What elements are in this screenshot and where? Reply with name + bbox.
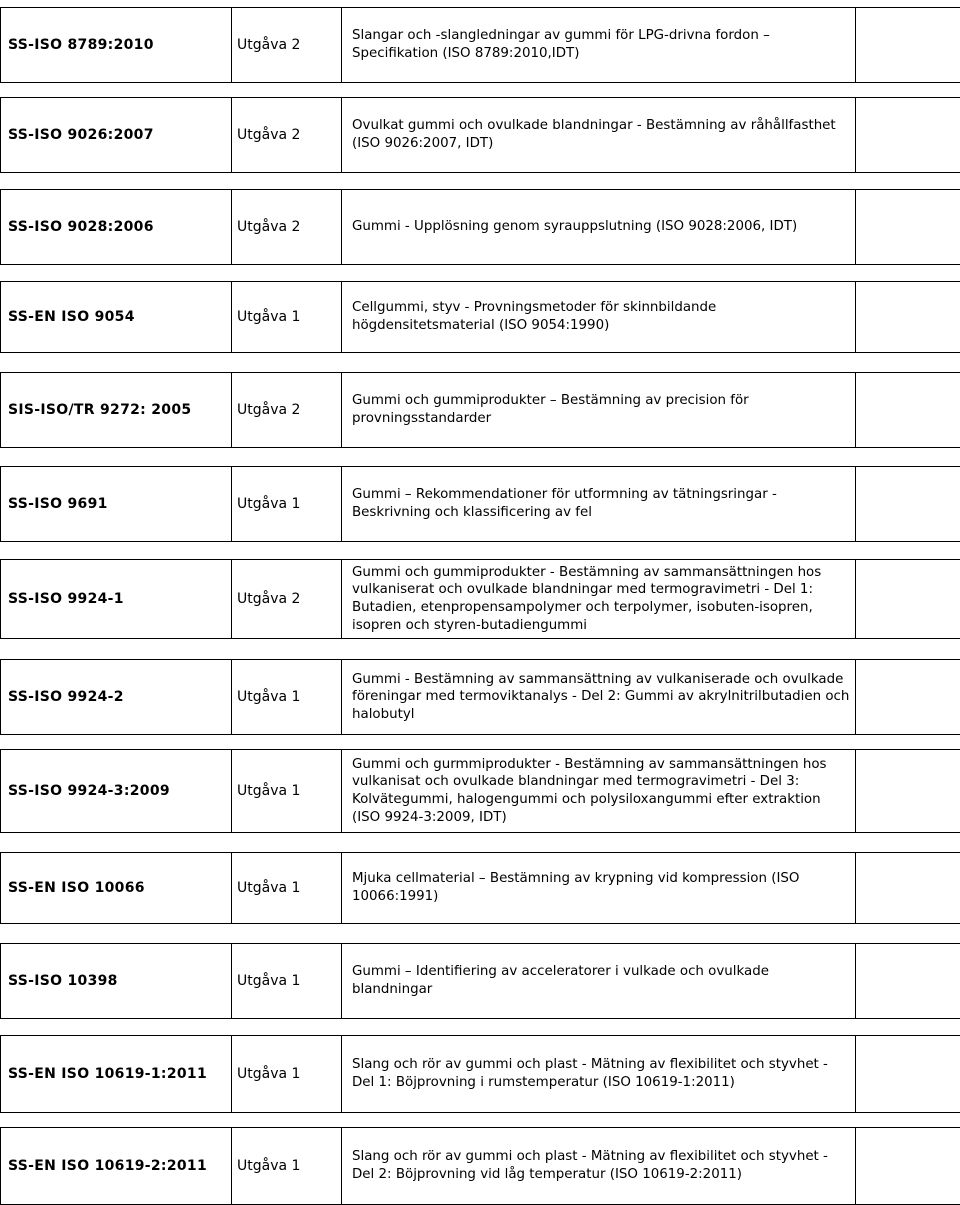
empty-cell — [856, 189, 960, 265]
standard-title: Gummi – Rekommendationer för utformning av tätningsringar - Beskrivning och klassificering av fel — [342, 466, 856, 542]
table-row — [0, 7, 960, 83]
table-row — [0, 1127, 960, 1205]
standard-code: SS-ISO 9924-2 — [0, 659, 232, 735]
table-row — [0, 372, 960, 448]
standard-code: SS-ISO 8789:2010 — [0, 7, 232, 83]
standard-title: Gummi och gurmmiprodukter - Bestämning av sammansättningen hos vulkanisat och ovulkade blandningar med termogravimetri - Del 3: Kolvätegummi, halogengummi och polysiloxangummi efter extraktion (ISO 9924-3:2009, IDT) — [342, 749, 856, 833]
standard-code: SS-EN ISO 9054 — [0, 281, 232, 353]
standard-code: SIS-ISO/TR 9272: 2005 — [0, 372, 232, 448]
empty-cell — [856, 1035, 960, 1113]
standard-title: Gummi – Identifiering av acceleratorer i vulkade och ovulkade blandningar — [342, 943, 856, 1019]
standard-title: Slang och rör av gummi och plast - Mätning av flexibilitet och styvhet - Del 2: Böjprovning vid låg temperatur (ISO 10619-2:2011) — [342, 1127, 856, 1205]
table-row — [0, 749, 960, 833]
standard-code: SS-ISO 9924-3:2009 — [0, 749, 232, 833]
edition: Utgåva 1 — [232, 1035, 342, 1113]
empty-cell — [856, 943, 960, 1019]
standard-title: Cellgummi, styv - Provningsmetoder för skinnbildande högdensitetsmaterial (ISO 9054:1990) — [342, 281, 856, 353]
empty-cell — [856, 466, 960, 542]
edition: Utgåva 1 — [232, 659, 342, 735]
standard-title: Gummi - Bestämning av sammansättning av vulkaniserade och ovulkade föreningar med termoviktanalys - Del 2: Gummi av akrylnitrilbutadien och halobutyl — [342, 659, 856, 735]
edition: Utgåva 1 — [232, 852, 342, 924]
empty-cell — [856, 7, 960, 83]
empty-cell — [856, 749, 960, 833]
edition: Utgåva 2 — [232, 97, 342, 173]
table-row — [0, 189, 960, 265]
standard-code: SS-EN ISO 10619-2:2011 — [0, 1127, 232, 1205]
standard-code: SS-ISO 9924-1 — [0, 559, 232, 639]
table-row — [0, 281, 960, 353]
empty-cell — [856, 852, 960, 924]
standard-title: Gummi - Upplösning genom syrauppslutning (ISO 9028:2006, IDT) — [342, 189, 856, 265]
edition: Utgåva 1 — [232, 749, 342, 833]
edition: Utgåva 1 — [232, 281, 342, 353]
table-row — [0, 1035, 960, 1113]
standard-code: SS-ISO 9026:2007 — [0, 97, 232, 173]
standard-title: Ovulkat gummi och ovulkade blandningar - Bestämning av råhållfasthet (ISO 9026:2007, IDT) — [342, 97, 856, 173]
empty-cell — [856, 372, 960, 448]
edition: Utgåva 1 — [232, 466, 342, 542]
standard-title: Slangar och -slangledningar av gummi för LPG-drivna fordon – Specifikation (ISO 8789:2010,IDT) — [342, 7, 856, 83]
standard-code: SS-ISO 10398 — [0, 943, 232, 1019]
empty-cell — [856, 659, 960, 735]
table-row — [0, 97, 960, 173]
empty-cell — [856, 1127, 960, 1205]
edition: Utgåva 1 — [232, 1127, 342, 1205]
empty-cell — [856, 559, 960, 639]
standard-code: SS-EN ISO 10619-1:2011 — [0, 1035, 232, 1113]
table-row — [0, 466, 960, 542]
edition: Utgåva 2 — [232, 7, 342, 83]
edition: Utgåva 2 — [232, 559, 342, 639]
standard-code: SS-EN ISO 10066 — [0, 852, 232, 924]
standard-title: Slang och rör av gummi och plast - Mätning av flexibilitet och styvhet - Del 1: Böjprovning i rumstemperatur (ISO 10619-1:2011) — [342, 1035, 856, 1113]
standard-title: Mjuka cellmaterial – Bestämning av krypning vid kompression (ISO 10066:1991) — [342, 852, 856, 924]
table-row — [0, 852, 960, 924]
empty-cell — [856, 281, 960, 353]
standard-title: Gummi och gummiprodukter - Bestämning av sammansättningen hos vulkaniserat och ovulkade blandningar med termogravimetri - Del 1: Butadien, etenpropensampolymer och terpolymer, isobuten-isopren, isopren och styren-butadiengummi — [342, 559, 856, 639]
standard-title: Gummi och gummiprodukter – Bestämning av precision för provningsstandarder — [342, 372, 856, 448]
empty-cell — [856, 97, 960, 173]
table-row — [0, 559, 960, 639]
edition: Utgåva 2 — [232, 372, 342, 448]
edition: Utgåva 1 — [232, 943, 342, 1019]
edition: Utgåva 2 — [232, 189, 342, 265]
table-row — [0, 943, 960, 1019]
table-row — [0, 659, 960, 735]
standard-code: SS-ISO 9028:2006 — [0, 189, 232, 265]
standard-code: SS-ISO 9691 — [0, 466, 232, 542]
